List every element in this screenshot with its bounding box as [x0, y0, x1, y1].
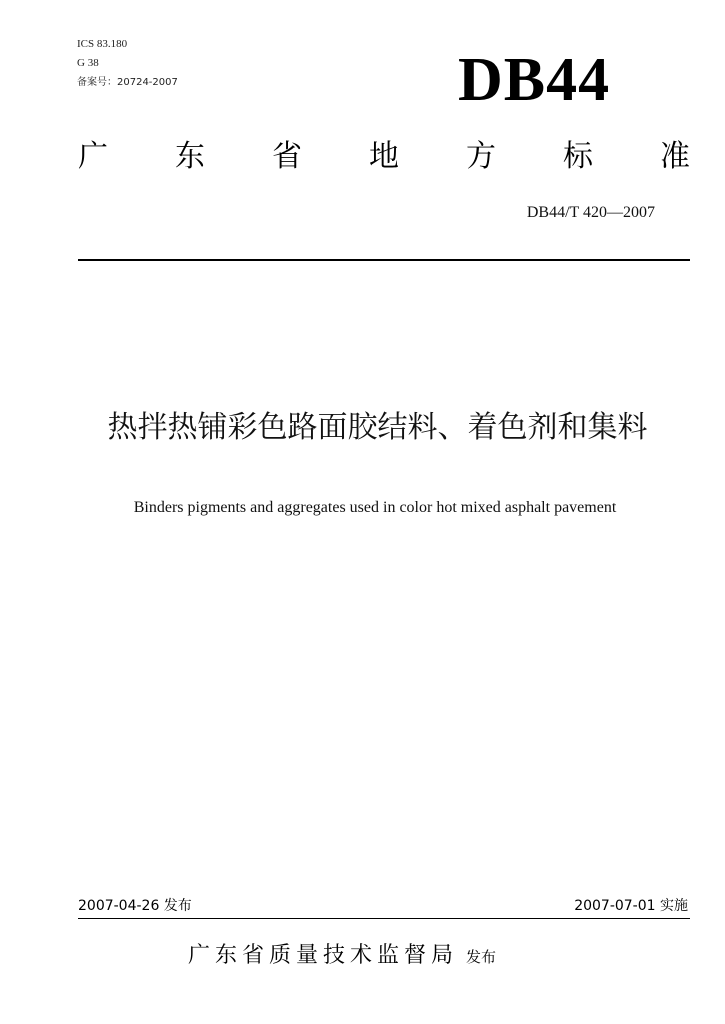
record-number: 备案号：20724-2007	[77, 77, 178, 88]
db44-logo: DB44	[458, 46, 611, 114]
bottom-divider	[78, 918, 690, 919]
document-title-english: Binders pigments and aggregates used in color hot mixed asphalt pavement	[133, 499, 617, 516]
implementation-date: 2007-07-01 实施	[574, 898, 688, 914]
issue-date: 2007-04-26 发布	[78, 898, 192, 914]
standard-type-char: 地	[369, 139, 399, 174]
classification-code: G 38	[77, 57, 99, 69]
standard-type-char: 标	[563, 139, 593, 174]
standard-type-char: 省	[272, 139, 302, 174]
ics-code: ICS 83.180	[77, 38, 128, 50]
issuer-line	[188, 942, 496, 971]
standard-type-heading	[78, 139, 690, 175]
issuer-name: 广东省质量技术监督局	[188, 943, 459, 968]
standard-type-char: 东	[175, 139, 205, 174]
standard-type-char: 广	[78, 139, 108, 174]
standard-number: DB44/T 420—2007	[526, 204, 655, 221]
standard-type-char: 方	[466, 139, 496, 174]
issuer-verb: 发布	[466, 948, 497, 966]
standard-type-char: 准	[660, 139, 690, 174]
document-title-chinese: 热拌热铺彩色路面胶结料、着色剂和集料	[107, 410, 648, 445]
top-divider	[78, 259, 690, 261]
